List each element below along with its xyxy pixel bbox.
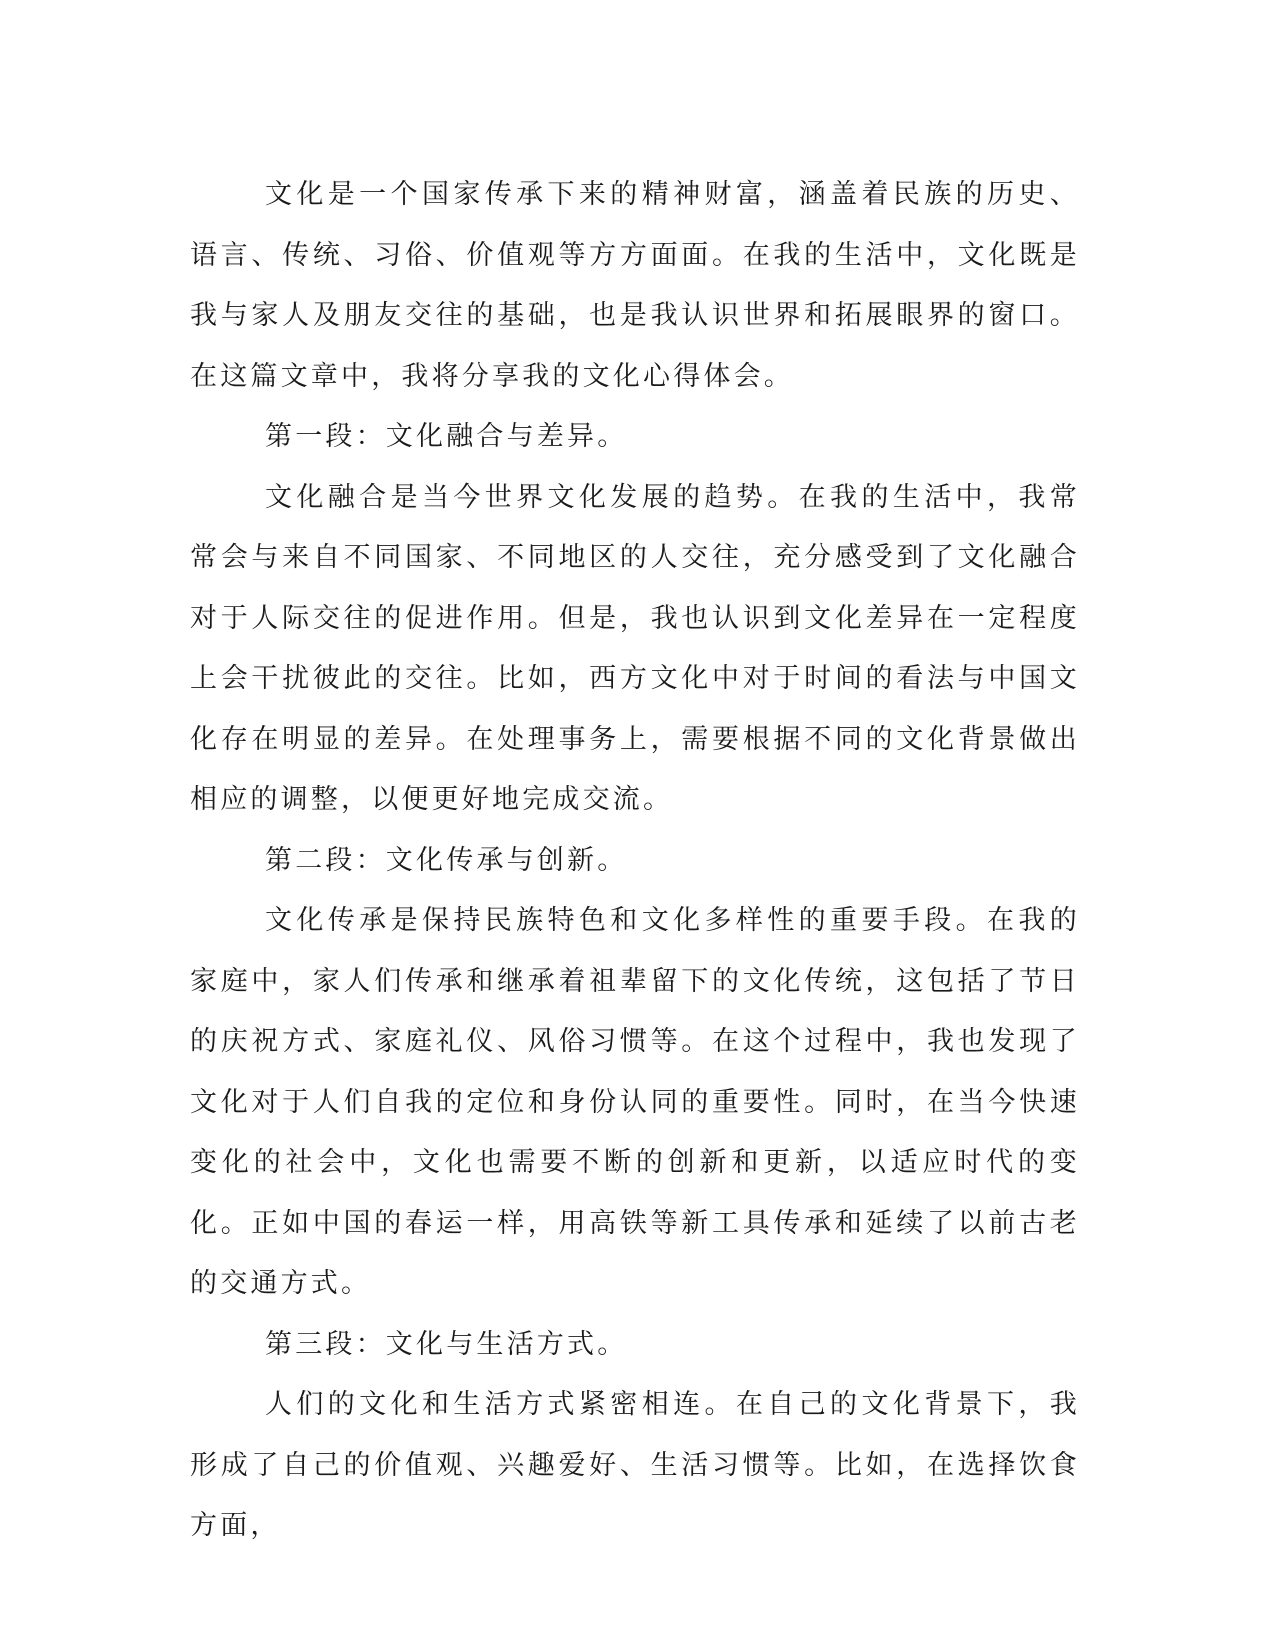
section-2-paragraph: 文化传承是保持民族特色和文化多样性的重要手段。在我的家庭中，家人们传承和继承着祖辈留下的文化传统，这包括了节日的庆祝方式、家庭礼仪、风俗习惯等。在这个过程中，我也发现了文化对于人们自我的定位和身份认同的重要性。同时，在当今快速变化的社会中，文化也需要不断的创新和更新，以适应时代的变化。正如中国的春运一样，用高铁等新工具传承和延续了以前古老的交通方式。	[190, 905, 1080, 1299]
document-body	[190, 165, 1080, 1557]
section-heading-2: 第二段：文化传承与创新。	[265, 844, 628, 876]
section-1-paragraph: 文化融合是当今世界文化发展的趋势。在我的生活中，我常常会与来自不同国家、不同地区的人交往，充分感受到了文化融合对于人际交往的促进作用。但是，我也认识到文化差异在一定程度上会干扰彼此的交往。比如，西方文化中对于时间的看法与中国文化存在明显的差异。在处理事务上，需要根据不同的文化背景做出相应的调整，以便更好地完成交流。	[190, 481, 1080, 815]
section-3-paragraph: 人们的文化和生活方式紧密相连。在自己的文化背景下，我形成了自己的价值观、兴趣爱好、生活习惯等。比如，在选择饮食方面，	[190, 1389, 1080, 1541]
intro-paragraph: 文化是一个国家传承下来的精神财富，涵盖着民族的历史、语言、传统、习俗、价值观等方方面面。在我的生活中，文化既是我与家人及朋友交往的基础，也是我认识世界和拓展眼界的窗口。在这篇文章中，我将分享我的文化心得体会。	[190, 179, 1080, 392]
section-heading-3: 第三段：文化与生活方式。	[265, 1328, 628, 1360]
section-heading-1: 第一段：文化融合与差异。	[265, 421, 628, 452]
